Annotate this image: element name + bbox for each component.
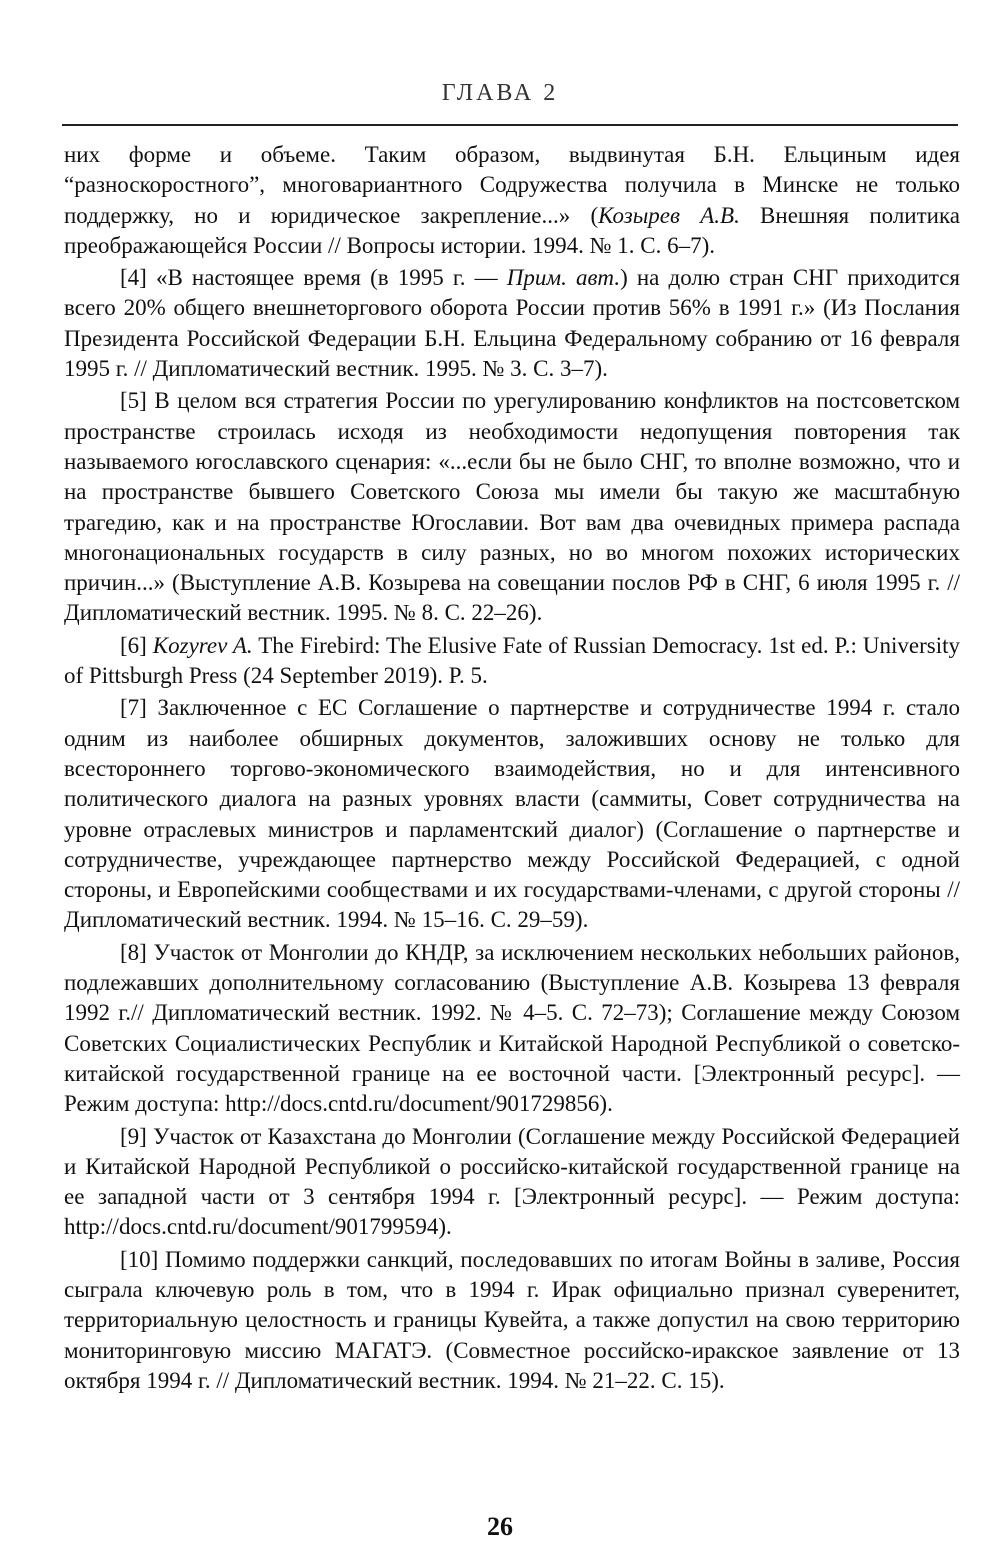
footnote-9: [9] Участок от Казахстана до Монголии (Соглашение между Российской Федерацией и Китайской Народной Республикой о российско-китайской государственной границе на ее западной части от 3 сентября 1994 г. [Электронный ресурс]. — Режим доступа: http://docs.cntd.ru/document/901799594). xyxy=(64,1123,960,1240)
paragraph-continuation: них форме и объеме. Таким образом, выдвинутая Б.Н. Ельциным идея “разноскоростного”, многовариантного Содружества получила в Минске не только поддержку, но и юридическое закрепление...» (Козырев А.В. Внешняя политика преображающейся России // Вопросы истории. 1994. № 1. С. 6–7). xyxy=(64,142,960,258)
header-rule xyxy=(62,124,958,126)
footnotes-body xyxy=(64,140,960,1396)
footnote-4: [4] «В настоящее время (в 1995 г. — Прим. авт.) на долю стран СНГ приходится всего 20% общего внешнеторгового оборота России против 56% в 1991 г.» (Из Послания Президента Российской Федерации Б.Н. Ельцина Федеральному собранию от 16 февраля 1995 г. // Дипломатический вестник. 1995. № 3. С. 3–7). xyxy=(64,265,960,382)
footnote-7: [7] Заключенное с ЕС Соглашение о партнерстве и сотрудничестве 1994 г. стало одним из наиболее обширных документов, заложивших основу не только для всестороннего торгово-экономического взаимодействия, но и для интенсивного политического диалога на разных уровнях власти (саммиты, Совет сотрудничества на уровне отраслевых министров и парламентский диалог) (Соглашение о партнерстве и сотрудничестве, учреждающее партнерство между Российской Федерацией, с одной стороны, и Европейскими сообществами и их государствами-членами, с другой стороны // Дипломатический вестник. 1994. № 15–16. С. 29–59). xyxy=(64,695,960,933)
page-number: 26 xyxy=(487,1512,513,1541)
running-header: ГЛАВА 2 xyxy=(441,80,559,106)
footnote-10: [10] Помимо поддержки санкций, последовавших по итогам Войны в заливе, Россия сыграла ключевую роль в том, что в 1994 г. Ирак официально признал суверенитет, территориальную целостность и границы Кувейта, а также допустил на свою территорию мониторинговую миссию МАГАТЭ. (Совместное российско-иракское заявление от 13 октября 1994 г. // Дипломатический вестник. 1994. № 21–22. С. 15). xyxy=(64,1246,960,1393)
footnote-8: [8] Участок от Монголии до КНДР, за исключением нескольких небольших районов, подлежавших дополнительному согласованию (Выступление А.В. Козырева 13 февраля 1992 г.// Дипломатический вестник. 1992. № 4–5. С. 72–73); Соглашение между Союзом Советских Социалистических Республик и Китайской Народной Республикой о советско-китайской государственной границе на ее восточной части. [Электронный ресурс]. — Режим доступа: http://docs.cntd.ru/document/901729856). xyxy=(64,939,960,1117)
footnote-6: [6] Kozyrev A. The Firebird: The Elusive Fate of Russian Democracy. 1st ed. P.: University of Pittsburgh Press (24 September 2019). P. 5. xyxy=(64,632,960,689)
footnote-5: [5] В целом вся стратегия России по урегулированию конфликтов на постсоветском пространстве строилась исходя из необходимости недопущения повторения так называемого югославского сценария: «...если бы не было СНГ, то вполне возможно, что и на пространстве бывшего Советского Союза мы имели бы такую же масштабную трагедию, как и на пространстве Югославии. Вот вам два очевидных примера распада многонациональных государств в силу разных, но во многом похожих исторических причин...» (Выступление А.В. Козырева на совещании послов РФ в СНГ, 6 июля 1995 г. // Дипломатический вестник. 1995. № 8. С. 22–26). xyxy=(64,388,960,626)
